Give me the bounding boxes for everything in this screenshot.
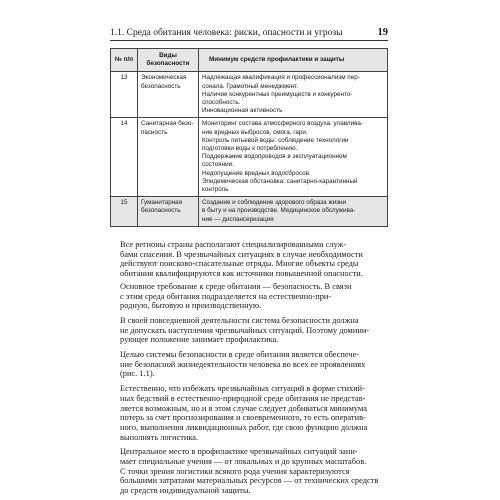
paragraph: Основное требование к среде обитания — безопасность. В связи с этим среда обитания подразделяется на естественно-при- родную, бытовую и производственную. [120, 281, 352, 311]
row-number: 15 [111, 197, 138, 227]
page-number: 19 [377, 27, 388, 38]
table-row [111, 197, 388, 227]
paragraph: Все регионы страны располагают специализированными служ- бами спасения. В чрезвычайных ситуациях в случае необходимости действуют поисково-спасательные отряды. Многие объекты среды обитания квалифицируются как источники повышенной опасности. [120, 240, 363, 279]
body-text [110, 240, 388, 496]
row-kind: Санитарная безо- пасность [138, 118, 199, 197]
paragraph: Естественно, что избежать чрезвычайных ситуаций в форме стихий- ных бедствий в естественно-природной среде обитания не представ- ляется возможным, но и в этом случае следует добиваться минимума потерь за счет прогнозирования и своевременного, то есть оператив- ного, выполнения ликвидационных работ, где свою функцию должна выполнять логистика. [120, 384, 368, 442]
table-row [111, 72, 388, 118]
row-number: 13 [111, 72, 138, 118]
paragraph: В своей повседневной деятельности система безопасности должна не допускать наступления чрезвычайных ситуаций. Поэтому домини- рующее положение занимает профилактика. [120, 315, 370, 345]
paragraph: Целью системы безопасности в среде обитания является обеспече- ние безопасной жизнедеятельности человека во всех ее проявлениях (рис. 1.1). [120, 350, 366, 379]
safety-measures-table [110, 48, 388, 227]
row-number: 14 [111, 118, 138, 197]
table-row [111, 118, 388, 197]
row-kind: Гуманитарная безопасность [138, 197, 199, 227]
table-header-row [111, 49, 388, 72]
header-number: № п/п [111, 49, 138, 72]
row-measures: Создание и соблюдение здорового образа жизни в быту и на производстве. Медицинское обслужива- ние — диспансеризация [199, 197, 388, 227]
row-measures: Надлежащая квалификация и профессионализм пер- сонала. Грамотный менеджмент. Наличие конкурентных преимуществ и конкуренто- способность. Инновационная активность [199, 72, 388, 118]
chapter-title: 1.1. Среда обитания человека: риски, опасности и угрозы [110, 28, 343, 38]
row-measures: Мониторинг состава атмосферного воздуха: улавлива- ние вредных выбросов, смога, гари. Контроль питьевой воды: соблюдение технологии подготовки воды к потреблению. Поддержание водопроводов в эксплуатационном состоянии. Недопущение вредных водосбросов. Эпидемическая обстановка: санитарно-карантинный контроль [199, 118, 388, 197]
running-head [110, 27, 388, 41]
paragraph: Центральное место в профилактике чрезвычайных ситуаций зани- мает специальные учения — от локальных и до крупных масштабов. С точки зрения логистики всякого рода учения характеризуются большими затратами материальных ресурсов — от технических средств до средств индивидуальной защиты. [120, 447, 379, 496]
header-kind: Виды безопасности [138, 49, 199, 72]
header-measures: Минимум средств профилактики и защиты [199, 49, 388, 72]
row-kind: Экономическая безопасность [138, 72, 199, 118]
